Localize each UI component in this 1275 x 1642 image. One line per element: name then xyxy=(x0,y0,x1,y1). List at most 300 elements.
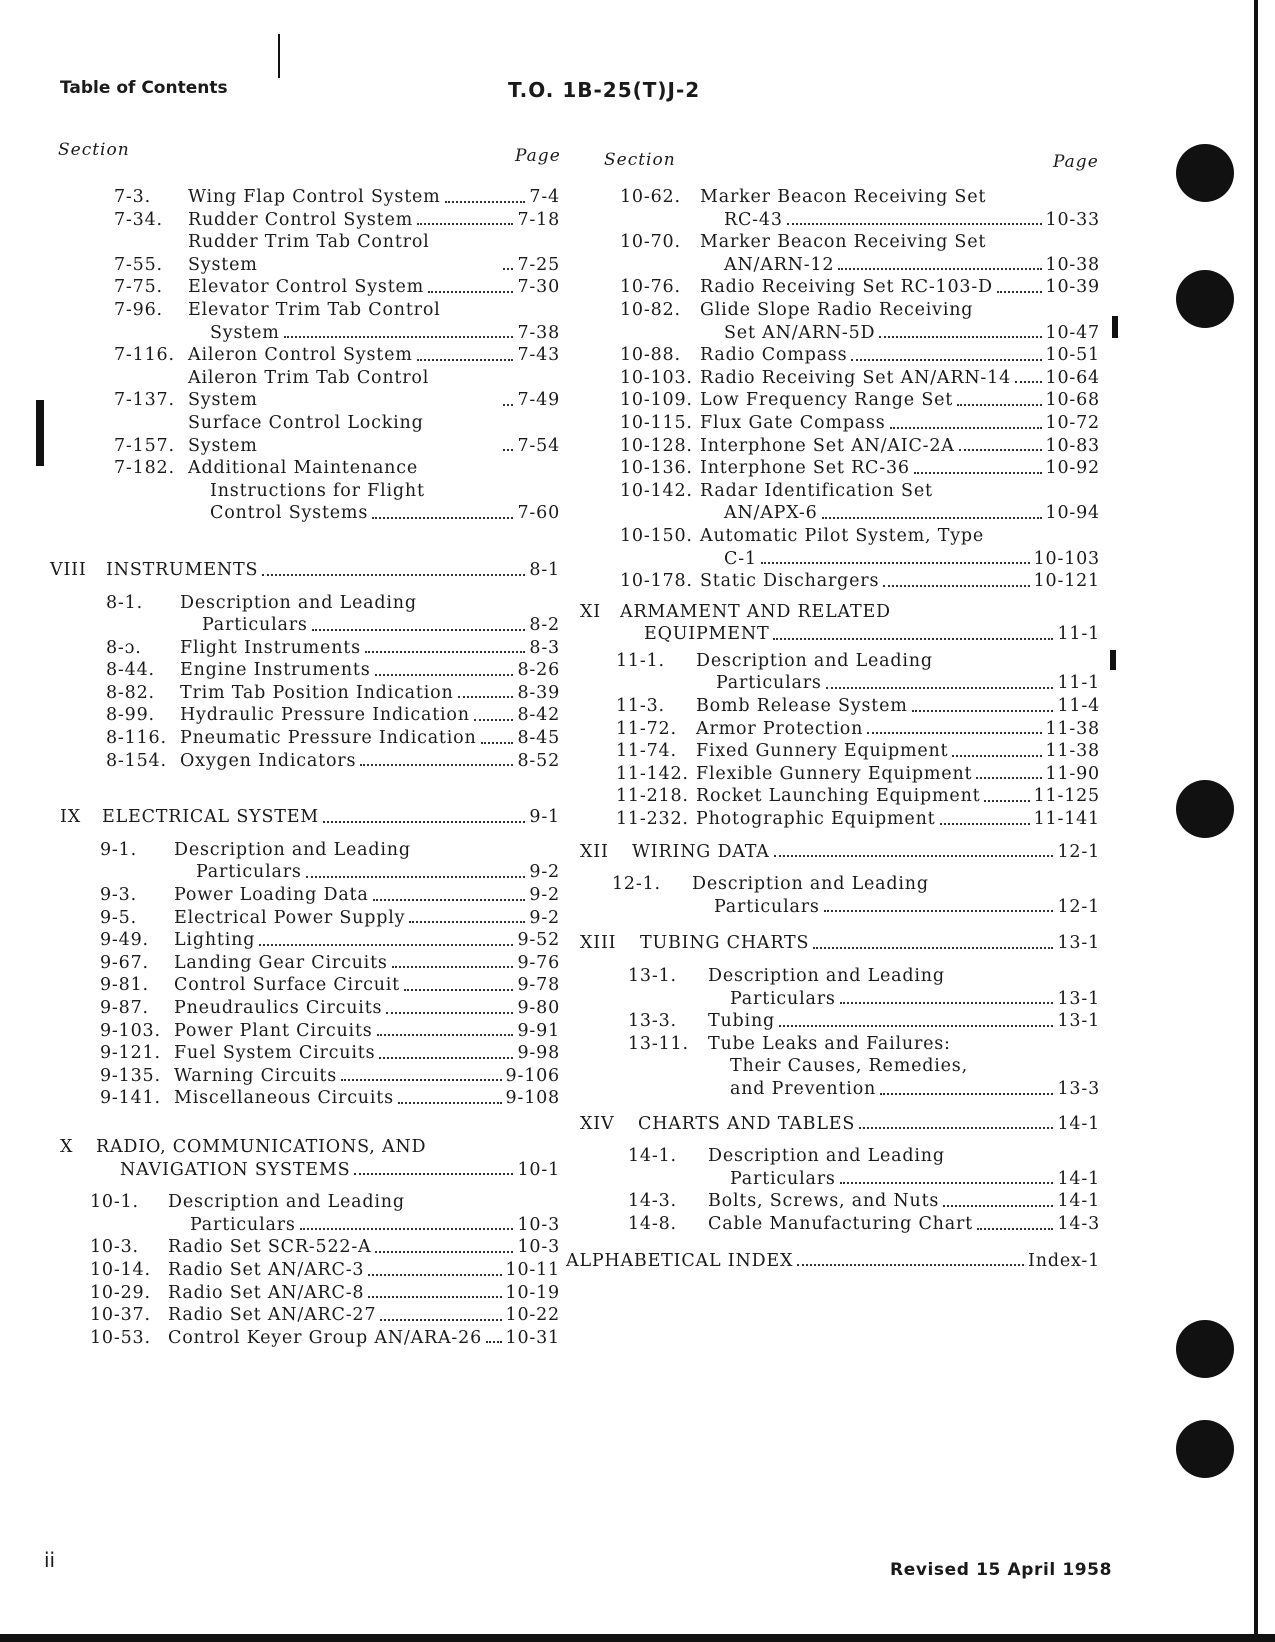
entry-title-wrap xyxy=(708,988,1057,1011)
entry-number: 7-55. xyxy=(114,254,163,275)
toc-entry xyxy=(580,718,1100,741)
toc-entry xyxy=(50,637,560,660)
toc-entry xyxy=(50,186,560,209)
entry-title-wrap xyxy=(692,896,1057,919)
entry-page: 8-42 xyxy=(517,705,560,726)
entry-number: 11-72. xyxy=(616,718,677,739)
dot-leader xyxy=(883,585,1029,587)
entry-number: 9-121. xyxy=(100,1043,161,1064)
entry-title-wrap xyxy=(174,1065,506,1088)
entry-title-wrap xyxy=(700,570,1034,593)
entry-title-wrap xyxy=(168,1236,517,1259)
entry-title-wrap xyxy=(696,785,1034,808)
entry-title: Marker Beacon Receiving Set xyxy=(700,187,987,207)
dot-leader xyxy=(503,449,513,451)
entry-title-wrap xyxy=(188,186,529,209)
entry-page: 9-2 xyxy=(529,885,560,906)
entry-title-wrap xyxy=(696,695,1057,718)
entry-page: 8-39 xyxy=(517,682,560,703)
entry-number: 10-62. xyxy=(620,187,681,207)
entry-title: Particulars xyxy=(730,1168,836,1189)
document-number: T.O. 1B-25(T)J-2 xyxy=(508,78,701,102)
section-spacer xyxy=(50,1110,560,1136)
dot-leader xyxy=(797,1264,1024,1266)
entry-number: 9-67. xyxy=(100,952,149,973)
dot-leader xyxy=(851,359,1041,361)
toc-left-column xyxy=(50,186,560,1349)
entry-number: 10-37. xyxy=(90,1305,151,1326)
section-roman: XI xyxy=(580,601,601,622)
entry-page: 10-38 xyxy=(1045,254,1100,275)
entry-title: Description and Leading xyxy=(692,874,929,895)
dot-leader xyxy=(940,823,1030,825)
entry-title: Control Systems xyxy=(210,503,369,524)
entry-title-wrap xyxy=(174,1042,517,1065)
entry-title: Pneudraulics Circuits xyxy=(174,998,383,1018)
dot-leader xyxy=(822,517,1042,519)
entry-page: 10-19 xyxy=(505,1282,560,1303)
toc-right-column xyxy=(566,186,1100,1272)
dot-leader xyxy=(503,268,513,270)
section-page: 13-1 xyxy=(1057,933,1100,954)
entry-title-wrap xyxy=(180,614,529,637)
toc-entry-line xyxy=(580,231,1100,254)
entry-page: 7-54 xyxy=(517,435,560,456)
dot-leader xyxy=(957,404,1041,406)
entry-title: Particulars xyxy=(730,988,836,1009)
alphabetical-index-entry xyxy=(566,1250,1100,1273)
entry-title: Additional Maintenance xyxy=(188,458,419,479)
section-roman: X xyxy=(60,1136,74,1157)
entry-page: 7-25 xyxy=(517,254,560,275)
section-title-wrap xyxy=(638,1113,1057,1136)
toc-entry xyxy=(50,502,560,525)
dot-leader xyxy=(840,1002,1054,1004)
entry-page: 11-4 xyxy=(1057,696,1100,717)
toc-entry-line xyxy=(580,650,1100,673)
toc-entry xyxy=(50,907,560,930)
entry-page: 7-4 xyxy=(529,187,560,207)
toc-entry xyxy=(50,997,560,1020)
toc-entry-line xyxy=(50,839,560,862)
entry-title: Radio Set AN/ARC-3 xyxy=(168,1259,365,1280)
scan-bottom-edge xyxy=(0,1634,1275,1642)
entry-title: Power Plant Circuits xyxy=(174,1020,373,1041)
page-edge-line xyxy=(1254,0,1258,1634)
section-spacer xyxy=(580,1101,1100,1113)
entry-title-wrap xyxy=(174,861,529,884)
entry-title: Radio Compass xyxy=(700,345,848,366)
left-section-label: Section xyxy=(58,140,130,160)
entry-page: 10-22 xyxy=(505,1305,560,1326)
section-title-wrap xyxy=(96,1159,517,1182)
entry-number: 11-74. xyxy=(616,741,677,762)
entry-title: Cable Manufacturing Chart xyxy=(708,1213,973,1234)
entry-title-wrap xyxy=(174,1020,517,1043)
entry-page: 8-3 xyxy=(529,637,560,658)
entry-number: 8-1. xyxy=(106,592,143,613)
section-title: ARMAMENT AND RELATED xyxy=(620,601,891,622)
entry-number: 7-116. xyxy=(114,345,175,366)
toc-entry xyxy=(580,1168,1100,1191)
entry-title-wrap xyxy=(174,1087,506,1110)
entry-title: Tube Leaks and Failures: xyxy=(708,1033,951,1054)
entry-number: 11-3. xyxy=(616,696,665,717)
entry-page: 9-2 xyxy=(529,862,560,883)
index-page: Index-1 xyxy=(1028,1250,1100,1271)
entry-page: 11-1 xyxy=(1057,673,1100,694)
entry-title: Their Causes, Remedies, xyxy=(730,1056,968,1077)
entry-page: 8-2 xyxy=(529,615,560,636)
entry-page: 10-3 xyxy=(517,1214,560,1235)
section-spacer xyxy=(50,772,560,806)
toc-entry xyxy=(50,276,560,299)
section-heading xyxy=(50,1136,560,1159)
entry-title: Pneumatic Pressure Indication xyxy=(180,728,477,749)
entry-number: 13-1. xyxy=(628,966,677,986)
section-roman: IX xyxy=(60,807,81,828)
entry-page: 10-83 xyxy=(1045,435,1100,456)
entry-page: 12-1 xyxy=(1057,896,1100,917)
entry-page: 8-45 xyxy=(517,728,560,749)
entry-title-wrap xyxy=(188,502,517,525)
entry-title: Elevator Control System xyxy=(188,277,425,298)
toc-entry xyxy=(50,1042,560,1065)
dot-leader xyxy=(262,574,525,576)
dot-leader xyxy=(392,966,514,968)
entry-page: 9-80 xyxy=(517,998,560,1018)
section-heading xyxy=(580,841,1100,864)
entry-title-wrap xyxy=(700,525,1100,548)
index-title-wrap xyxy=(566,1250,1028,1273)
dot-leader xyxy=(417,223,513,225)
section-title: RADIO, COMMUNICATIONS, AND xyxy=(96,1136,427,1157)
entry-title-wrap xyxy=(188,457,560,480)
entry-number: 7-3. xyxy=(114,187,151,207)
section-heading xyxy=(580,1113,1100,1136)
toc-entry-line xyxy=(580,1145,1100,1168)
section-page: 10-1 xyxy=(517,1159,560,1180)
entry-page: 11-38 xyxy=(1045,741,1100,762)
entry-page: 10-103 xyxy=(1033,548,1100,569)
toc-entry xyxy=(50,727,560,750)
entry-number: 8-ɔ. xyxy=(106,637,142,658)
entry-title-wrap xyxy=(692,873,1100,896)
entry-title: Particulars xyxy=(202,615,308,636)
dot-leader xyxy=(284,336,514,338)
entry-page: 11-38 xyxy=(1045,718,1100,739)
toc-entry xyxy=(50,750,560,773)
dot-leader xyxy=(300,1228,514,1230)
entry-title-wrap xyxy=(700,412,1046,435)
entry-title-wrap xyxy=(700,548,1034,571)
entry-title: Lighting xyxy=(174,930,256,951)
entry-number: 9-87. xyxy=(100,998,149,1018)
dot-leader xyxy=(787,223,1042,225)
section-spacer xyxy=(50,1181,560,1191)
entry-number: 10-150. xyxy=(620,525,693,546)
dot-leader xyxy=(372,517,513,519)
dot-leader xyxy=(997,291,1042,293)
entry-title: Flux Gate Compass xyxy=(700,412,886,433)
toc-entry xyxy=(50,231,560,276)
toc-entry xyxy=(580,808,1100,831)
entry-title: Description and Leading xyxy=(696,650,933,671)
entry-title: Surface Control Locking System xyxy=(188,412,424,456)
section-title-wrap xyxy=(102,806,529,829)
toc-entry xyxy=(580,276,1100,299)
entry-title-wrap xyxy=(700,457,1046,480)
entry-title: Radar Identification Set xyxy=(700,480,933,501)
dot-leader xyxy=(445,201,526,203)
entry-title-wrap xyxy=(188,231,517,276)
entry-title: Control Keyer Group AN/ARA-26 xyxy=(168,1327,483,1348)
toc-entry xyxy=(50,1304,560,1327)
entry-title: Particulars xyxy=(190,1214,296,1235)
section-title: WIRING DATA xyxy=(632,841,770,862)
entry-title: Warning Circuits xyxy=(174,1065,338,1086)
section-title: NAVIGATION SYSTEMS xyxy=(120,1159,351,1180)
entry-page: 9-78 xyxy=(517,975,560,996)
entry-title: Radio Receiving Set RC-103-D xyxy=(700,277,993,298)
toc-entry xyxy=(580,1213,1100,1236)
toc-entry xyxy=(50,1087,560,1110)
section-page: 8-1 xyxy=(529,559,560,580)
toc-entry xyxy=(580,344,1100,367)
entry-number: 9-81. xyxy=(100,975,149,996)
entry-page: 11-141 xyxy=(1033,809,1100,830)
entry-title: Radio Set SCR-522-A xyxy=(168,1237,372,1258)
entry-number: 9-49. xyxy=(100,930,149,951)
dot-leader xyxy=(976,777,1041,779)
dot-leader xyxy=(486,1341,502,1343)
entry-number: 10-128. xyxy=(620,435,693,456)
toc-entry xyxy=(50,1327,560,1350)
toc-entry xyxy=(580,1010,1100,1033)
toc-entry xyxy=(580,740,1100,763)
dot-leader xyxy=(365,651,526,653)
entry-page: 9-108 xyxy=(505,1088,560,1109)
entry-page: 7-43 xyxy=(517,345,560,366)
section-title-wrap xyxy=(640,932,1057,955)
entry-title-wrap xyxy=(174,929,517,952)
entry-title: Landing Gear Circuits xyxy=(174,952,388,973)
entry-title: Static Dischargers xyxy=(700,571,880,592)
dot-leader xyxy=(774,855,1054,857)
entry-number: 10-76. xyxy=(620,277,681,298)
dot-leader xyxy=(409,921,525,923)
entry-number: 8-44. xyxy=(106,660,155,681)
entry-number: 8-82. xyxy=(106,682,155,703)
entry-number: 13-3. xyxy=(628,1011,677,1032)
entry-number: 9-141. xyxy=(100,1088,161,1109)
dot-leader xyxy=(503,404,513,406)
entry-number: 14-3. xyxy=(628,1191,677,1212)
section-title-wrap xyxy=(106,559,529,582)
dot-leader xyxy=(779,1025,1053,1027)
entry-page: 9-2 xyxy=(529,907,560,928)
binder-hole-icon xyxy=(1176,780,1234,838)
toc-entry xyxy=(580,1078,1100,1101)
entry-title: Hydraulic Pressure Indication xyxy=(180,705,470,726)
entry-title: Control Surface Circuit xyxy=(174,975,400,996)
entry-title: Glide Slope Radio Receiving xyxy=(700,299,974,320)
entry-page: 9-52 xyxy=(517,930,560,951)
entry-title: Bolts, Screws, and Nuts xyxy=(708,1191,940,1212)
section-spacer xyxy=(580,1135,1100,1145)
toc-entry xyxy=(50,659,560,682)
dot-leader xyxy=(984,800,1029,802)
section-spacer xyxy=(50,525,560,559)
entry-title: Description and Leading xyxy=(174,839,411,860)
entry-title: Interphone Set AN/AIC-2A xyxy=(700,435,955,456)
entry-title: Fixed Gunnery Equipment xyxy=(696,741,949,762)
binder-hole-icon xyxy=(1176,1420,1234,1478)
entry-title-wrap xyxy=(174,974,517,997)
binder-hole-icon xyxy=(1176,144,1234,202)
binder-hole-icon xyxy=(1176,270,1234,328)
entry-title-wrap xyxy=(174,997,517,1020)
entry-title-wrap xyxy=(696,740,1046,763)
entry-title: Oxygen Indicators xyxy=(180,750,357,771)
toc-entry xyxy=(50,884,560,907)
dot-leader xyxy=(773,638,1053,640)
entry-number: 7-75. xyxy=(114,277,163,298)
section-roman: VIII xyxy=(50,559,87,580)
entry-number: 8-116. xyxy=(106,728,167,749)
entry-number: 11-1. xyxy=(616,650,665,671)
entry-page: 13-3 xyxy=(1057,1078,1100,1099)
section-page: 9-1 xyxy=(529,807,560,828)
entry-number: 10-178. xyxy=(620,571,693,592)
dot-leader xyxy=(813,947,1053,949)
entry-title-wrap xyxy=(708,1145,1100,1168)
entry-title-wrap xyxy=(696,672,1057,695)
dot-leader xyxy=(840,1182,1054,1184)
entry-page: 7-49 xyxy=(517,390,560,411)
toc-entry xyxy=(50,1065,560,1088)
toc-entry xyxy=(580,367,1100,390)
entry-title: Miscellaneous Circuits xyxy=(174,1088,394,1109)
right-section-label: Section xyxy=(604,150,676,170)
dot-leader xyxy=(354,1173,513,1175)
dot-leader xyxy=(838,268,1041,270)
entry-number: 9-135. xyxy=(100,1065,161,1086)
entry-title: Particulars xyxy=(196,862,302,883)
index-title: ALPHABETICAL INDEX xyxy=(566,1250,794,1271)
toc-entry-line xyxy=(50,457,560,480)
section-spacer xyxy=(580,955,1100,965)
entry-title-wrap xyxy=(180,750,517,773)
entry-title-wrap xyxy=(174,884,529,907)
section-heading xyxy=(580,623,1100,646)
toc-entry xyxy=(580,785,1100,808)
dot-leader xyxy=(379,1057,513,1059)
entry-number: 9-5. xyxy=(100,907,137,928)
entry-page: 8-26 xyxy=(517,660,560,681)
entry-title: Radio Set AN/ARC-8 xyxy=(168,1282,365,1303)
right-page-label: Page xyxy=(1053,152,1099,172)
entry-number: 9-3. xyxy=(100,885,137,906)
toc-entry xyxy=(580,209,1100,232)
entry-number: 11-142. xyxy=(616,763,689,784)
toc-entry xyxy=(580,1190,1100,1213)
toc-entry-line xyxy=(580,1033,1100,1056)
entry-title: Electrical Power Supply xyxy=(174,907,406,928)
entry-title: Flight Instruments xyxy=(180,637,361,658)
toc-entry xyxy=(50,952,560,975)
entry-title: Elevator Trim Tab Control xyxy=(188,299,441,320)
entry-title-wrap xyxy=(708,1190,1057,1213)
entry-title-wrap xyxy=(188,209,517,232)
dot-leader xyxy=(428,291,513,293)
dot-leader xyxy=(375,1251,513,1253)
section-page: 14-1 xyxy=(1057,1113,1100,1134)
page-number: ii xyxy=(44,1548,56,1572)
entry-page: 10-94 xyxy=(1045,503,1100,524)
section-heading xyxy=(50,1159,560,1182)
dot-leader xyxy=(259,944,513,946)
toc-entry xyxy=(50,344,560,367)
dot-leader xyxy=(879,336,1041,338)
entry-title-wrap xyxy=(188,322,517,345)
entry-title: Rudder Trim Tab Control System xyxy=(188,232,430,275)
entry-page: 10-64 xyxy=(1045,367,1100,388)
entry-title: Rocket Launching Equipment xyxy=(696,786,981,807)
entry-page: 8-52 xyxy=(517,750,560,771)
entry-page: 7-38 xyxy=(517,322,560,343)
entry-title-wrap xyxy=(700,254,1046,277)
entry-page: 10-47 xyxy=(1045,322,1100,343)
toc-entry xyxy=(50,929,560,952)
entry-page: 14-3 xyxy=(1057,1213,1100,1234)
dot-leader xyxy=(890,427,1042,429)
scan-mark xyxy=(278,34,280,78)
entry-page: 10-68 xyxy=(1045,390,1100,411)
dot-leader xyxy=(977,1228,1054,1230)
entry-title: Fuel System Circuits xyxy=(174,1043,376,1064)
toc-entry xyxy=(50,1259,560,1282)
section-heading xyxy=(50,559,560,582)
section-title: INSTRUMENTS xyxy=(106,559,259,580)
entry-page: 7-60 xyxy=(517,503,560,524)
dot-leader xyxy=(959,449,1042,451)
dot-leader xyxy=(323,821,525,823)
section-title: EQUIPMENT xyxy=(644,624,770,645)
toc-entry-line xyxy=(580,480,1100,503)
dot-leader xyxy=(481,742,514,744)
toc-entry xyxy=(580,763,1100,786)
running-header-title: Table of Contents xyxy=(60,78,228,98)
toc-entry-line xyxy=(580,186,1100,209)
toc-entry xyxy=(50,1282,560,1305)
entry-title: Description and Leading xyxy=(708,966,945,986)
entry-title-wrap xyxy=(188,344,517,367)
entry-page: 9-76 xyxy=(517,952,560,973)
entry-title: Power Loading Data xyxy=(174,885,369,906)
entry-title-wrap xyxy=(700,367,1046,390)
entry-page: 13-1 xyxy=(1057,988,1100,1009)
entry-title: System xyxy=(210,322,280,343)
section-page: 11-1 xyxy=(1057,624,1100,645)
entry-title: Aileron Trim Tab Control System xyxy=(188,367,430,411)
dot-leader xyxy=(306,876,526,878)
entry-number: 13-11. xyxy=(628,1033,689,1054)
entry-title: Bomb Release System xyxy=(696,696,908,717)
dot-leader xyxy=(914,472,1042,474)
entry-title-wrap xyxy=(168,1259,506,1282)
entry-title-wrap xyxy=(180,682,517,705)
